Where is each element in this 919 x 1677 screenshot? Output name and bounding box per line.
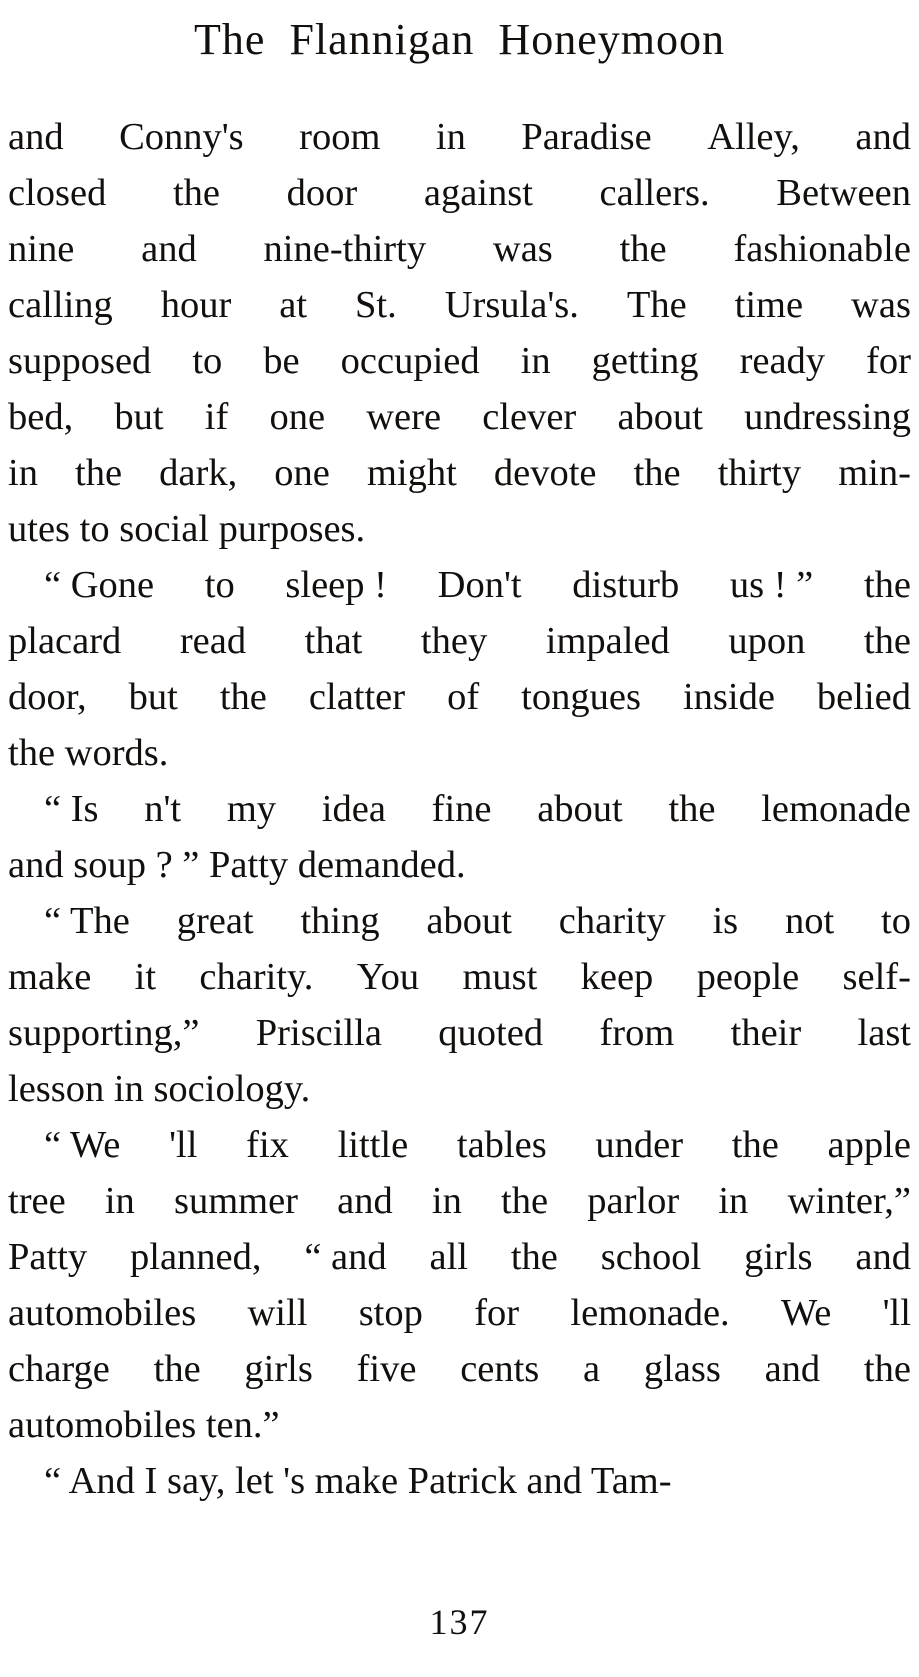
word: upon [728,620,806,662]
word: one [274,452,330,494]
text-line [8,557,911,613]
paragraph [8,1117,911,1453]
word: and [8,116,64,158]
page-number: 137 [429,1602,490,1642]
text-line [8,501,911,557]
word: in [718,1180,749,1222]
word: must [462,956,538,998]
word: of [447,676,480,718]
word: their [730,1012,802,1054]
word: school [600,1236,702,1278]
word: hour [160,284,232,326]
word: n't [144,788,182,830]
word: the [619,228,667,270]
word: lemonade [761,788,911,830]
word: sleep ! [285,564,387,606]
word: callers. [599,172,710,214]
word: the [510,1236,558,1278]
word: but [128,676,178,718]
word: cents [460,1348,540,1390]
word: utes to social purposes. [8,508,366,550]
word: to [881,900,911,942]
word: “ And I say, let 's make Patrick and Tam- [44,1460,672,1502]
word: charity [558,900,666,942]
word: fix [246,1124,289,1166]
word: door, [8,676,87,718]
word: the [731,1124,779,1166]
word: We [780,1292,832,1334]
word: was [492,228,553,270]
word: lesson in sociology. [8,1068,311,1110]
text-line [8,1229,911,1285]
word: fine [431,788,492,830]
word: automobiles [8,1292,197,1334]
word: Don't [437,564,522,606]
word: the [863,564,911,606]
word: will [247,1292,308,1334]
word: occupied [340,340,480,382]
paragraph [8,1453,911,1509]
word: dark, [159,452,238,494]
word: automobiles ten.” [8,1404,280,1446]
text-line [8,613,911,669]
word: Conny's [119,116,244,158]
word: my [226,788,277,830]
text-line [8,1397,911,1453]
page-body [8,109,911,1509]
word: to [192,340,223,382]
word: might [366,452,457,494]
text-line [8,389,911,445]
word: about [426,900,512,942]
word: fashionable [733,228,911,270]
word: for [474,1292,520,1334]
word: clatter [308,676,406,718]
word: room [299,116,381,158]
word: in [431,1180,462,1222]
word: and [141,228,197,270]
word: Paradise [521,116,652,158]
text-line [8,669,911,725]
word: thirty [717,452,802,494]
word: the [219,676,267,718]
word: one [269,396,326,438]
word: 'll [169,1124,198,1166]
word: Ursula's. [444,284,579,326]
text-line [8,109,911,165]
word: “ Gone [44,564,155,606]
word: winter,” [787,1180,911,1222]
paragraph [8,557,911,781]
word: in [520,340,551,382]
word: “ The [44,900,130,942]
text-line [8,277,911,333]
word: girls [244,1348,313,1390]
text-line [8,1005,911,1061]
word: keep [580,956,654,998]
word: it [134,956,157,998]
text-line [8,1173,911,1229]
word: Alley, [707,116,800,158]
word: lemonade. [570,1292,730,1334]
word: stop [358,1292,423,1334]
word: parlor [587,1180,680,1222]
word: but [114,396,164,438]
text-line [8,1285,911,1341]
word: little [337,1124,409,1166]
word: if [204,396,229,438]
word: was [851,284,911,326]
text-line [8,1061,911,1117]
word: supporting,” [8,1012,200,1054]
paragraph-list [8,109,911,1509]
word: time [734,284,804,326]
word: idea [321,788,386,830]
word: door [286,172,358,214]
paragraph [8,781,911,893]
word: The [626,284,687,326]
word: ready [739,340,826,382]
word: in [435,116,466,158]
word: and [337,1180,393,1222]
word: Patty [8,1236,88,1278]
word: thing [300,900,380,942]
word: supposed [8,340,152,382]
word: apple [827,1124,911,1166]
word: tree [8,1180,66,1222]
word: under [595,1124,684,1166]
word: great [176,900,254,942]
word: devote [493,452,597,494]
word: planned, [130,1236,262,1278]
word: make [8,956,92,998]
text-line [8,1117,911,1173]
word: in [104,1180,135,1222]
text-line [8,781,911,837]
word: all [429,1236,468,1278]
word: the [501,1180,549,1222]
word: that [304,620,363,662]
word: impaled [545,620,670,662]
word: us ! ” [729,564,814,606]
word: and [855,116,911,158]
word: “ Is [44,788,99,830]
word: from [599,1012,675,1054]
word: they [420,620,488,662]
text-line [8,1341,911,1397]
word: is [712,900,739,942]
word: the [172,172,221,214]
word: not [784,900,835,942]
word: for [866,340,911,382]
word: the [863,620,911,662]
word: and [764,1348,821,1390]
word: nine-thirty [263,228,427,270]
word: placard [8,620,122,662]
word: five [356,1348,417,1390]
paragraph [8,893,911,1117]
word: summer [173,1180,299,1222]
word: disturb [572,564,680,606]
word: in [8,452,38,494]
word: You [356,956,420,998]
word: Between [776,172,911,214]
word: be [263,340,300,382]
word: about [537,788,623,830]
word: undressing [744,396,911,438]
word: “ We [44,1124,121,1166]
text-line [8,725,911,781]
text-line [8,837,911,893]
word: 'll [882,1292,911,1334]
word: inside [682,676,775,718]
word: the [668,788,716,830]
word: min- [838,452,911,494]
text-line [8,1453,911,1509]
word: glass [643,1348,721,1390]
text-line [8,333,911,389]
word: St. [355,284,397,326]
word: were [366,396,442,438]
word: tongues [521,676,641,718]
word: last [857,1012,911,1054]
word: against [423,172,533,214]
word: getting [591,340,699,382]
word: the [633,452,681,494]
word: clever [482,396,577,438]
word: girls [744,1236,813,1278]
word: calling [8,284,113,326]
text-line [8,221,911,277]
word: bed, [8,396,74,438]
word: self- [842,956,911,998]
word: tables [456,1124,547,1166]
word: the words. [8,732,169,774]
word: Priscilla [255,1012,382,1054]
word: nine [8,228,75,270]
word: “ and [304,1236,387,1278]
word: to [204,564,235,606]
page-title: The Flannigan Honeymoon [194,15,725,64]
text-line [8,893,911,949]
word: people [696,956,800,998]
word: at [279,284,308,326]
text-line [8,165,911,221]
word: charity. [199,956,314,998]
text-line [8,949,911,1005]
word: charge [8,1348,110,1390]
word: quoted [438,1012,544,1054]
word: and [855,1236,911,1278]
text-line [8,445,911,501]
word: the [153,1348,201,1390]
word: read [179,620,247,662]
word: and soup ? ” Patty demanded. [8,844,466,886]
word: the [75,452,123,494]
word: the [863,1348,911,1390]
word: about [617,396,703,438]
word: closed [8,172,107,214]
word: belied [816,676,911,718]
word: a [583,1348,601,1390]
paragraph [8,109,911,557]
